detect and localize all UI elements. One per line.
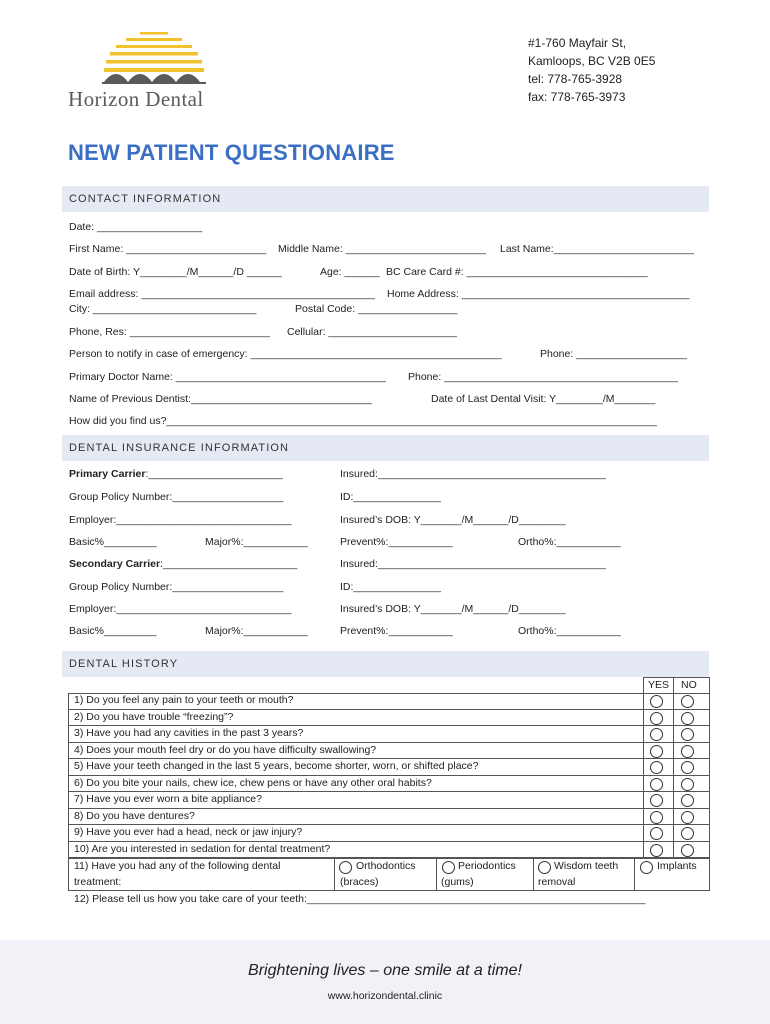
insured-dob-field[interactable]: Insured’s DOB: Y_______/M______/D________ [340,603,566,615]
secondary-carrier-blank: :_______________________ [160,558,298,570]
no-radio[interactable] [681,811,694,824]
option-label: removal [538,876,576,888]
divider [634,858,635,891]
implants-radio[interactable] [640,861,653,874]
primary-carrier-field[interactable] [69,468,283,480]
slogan: Brightening lives – one smile at a time! [248,962,522,979]
secondary-carrier-label: Secondary Carrier [69,558,161,570]
question-row [68,776,710,793]
option-label: (braces) [340,876,379,888]
prevent-percent-field[interactable]: Prevent%:___________ [340,625,453,637]
clinic-address [528,34,655,106]
orthodontics-radio[interactable] [339,861,352,874]
yes-radio[interactable] [650,728,663,741]
yes-radio[interactable] [650,827,663,840]
yes-radio[interactable] [650,844,663,857]
id-field[interactable]: ID:_______________ [340,491,442,503]
question-text: 10) Are you interested in sedation for dental treatment? [74,842,331,855]
address-line: #1-760 Mayfair St, [528,36,627,50]
question-row [68,842,710,859]
question-row [68,726,710,743]
question-text: 6) Do you bite your nails, chew ice, chew pens or have any other oral habits? [74,776,432,789]
employer-field[interactable]: Employer:______________________________ [69,514,292,526]
doctor-phone-field[interactable]: Phone: ________________________________________ [408,371,678,383]
id-field[interactable]: ID:_______________ [340,581,442,593]
email-field[interactable]: Email address: ________________________________________ [69,288,375,300]
bc-care-card-field[interactable]: BC Care Card #: _______________________________ [386,266,648,278]
option-label: Periodontics [458,860,516,872]
option-label: (gums) [441,876,474,888]
option-label: Wisdom teeth [554,860,619,872]
home-address-field[interactable]: Home Address: _______________________________________ [387,288,690,300]
fax-line: fax: 778-765-3973 [528,90,626,104]
age-field[interactable]: Age: ______ [320,266,380,278]
date-field[interactable]: Date: __________________ [69,221,203,233]
page-title: NEW PATIENT QUESTIONAIRE [68,140,395,165]
no-radio[interactable] [681,728,694,741]
major-percent-field[interactable]: Major%:___________ [205,625,308,637]
section-title: DENTAL HISTORY [69,658,179,670]
major-percent-field[interactable]: Major%:___________ [205,536,308,548]
phone-res-field[interactable]: Phone, Res: ________________________ [69,326,270,338]
yes-radio[interactable] [650,811,663,824]
primary-doctor-field[interactable]: Primary Doctor Name: ____________________________________ [69,371,386,383]
question-text: treatment: [74,876,122,888]
section-title: DENTAL INSURANCE INFORMATION [69,442,290,454]
question-text: 5) Have your teeth changed in the last 5 years, become shorter, worn, or shifted place? [74,760,479,772]
question-row [68,759,710,776]
insured-dob-field[interactable]: Insured’s DOB: Y_______/M______/D________ [340,514,566,526]
divider [436,858,437,891]
basic-percent-field[interactable]: Basic%_________ [69,536,157,548]
prevent-percent-field[interactable]: Prevent%:___________ [340,536,453,548]
no-radio[interactable] [681,712,694,725]
postal-code-field[interactable]: Postal Code: _________________ [295,303,458,315]
last-name-field[interactable]: Last Name:________________________ [500,243,694,255]
question-text: 8) Do you have dentures? [74,809,195,822]
no-header: NO [681,679,697,691]
question-row [68,792,710,809]
find-us-field[interactable]: How did you find us?____________________________________________________________________________________ [69,415,657,427]
question-text: 11) Have you had any of the following dental [74,860,281,872]
website-link[interactable]: www.horizondental.clinic [327,990,443,1002]
logo-text: Horizon Dental [68,87,204,111]
history-section-header [62,651,709,677]
divider [673,693,674,858]
no-radio[interactable] [681,695,694,708]
question-row [68,809,710,826]
basic-percent-field[interactable]: Basic%_________ [69,625,157,637]
no-radio[interactable] [681,761,694,774]
phone-line: tel: 778-765-3928 [528,72,623,86]
footer [0,940,770,1024]
divider [533,858,534,891]
first-name-field[interactable]: First Name: ________________________ [69,243,267,255]
section-title: CONTACT INFORMATION [69,193,222,205]
question-row [68,710,710,727]
yes-radio[interactable] [650,778,663,791]
ortho-percent-field[interactable]: Ortho%:___________ [518,625,621,637]
emergency-contact-field[interactable]: Person to notify in case of emergency: ___________________________________________ [69,348,502,360]
teeth-care-field[interactable]: 12) Please tell us how you take care of your teeth:__________________________________________________________ [74,893,646,905]
divider [673,677,674,693]
yes-radio[interactable] [650,695,663,708]
question-text: 7) Have you ever worn a bite appliance? [74,793,262,805]
question-row [68,825,710,842]
no-radio[interactable] [681,844,694,857]
question-row [68,693,710,710]
emergency-phone-field[interactable]: Phone: ___________________ [540,348,688,360]
option-label: Implants [657,860,697,872]
no-radio[interactable] [681,794,694,807]
secondary-carrier-field[interactable] [69,558,297,570]
yes-radio[interactable] [650,745,663,758]
yes-header: YES [648,679,670,691]
yes-radio[interactable] [650,761,663,774]
dob-field[interactable]: Date of Birth: Y________/M______/D ______ [69,266,282,278]
periodontics-radio[interactable] [442,861,455,874]
question-text: 1) Do you feel any pain to your teeth or mouth? [74,694,294,706]
divider [643,693,644,858]
question-text: 9) Have you ever had a head, neck or jaw injury? [74,826,303,838]
primary-carrier-blank: :_______________________ [145,468,283,480]
insured-field[interactable]: Insured:_______________________________________ [340,558,606,570]
primary-carrier-label: Primary Carrier [69,468,146,480]
no-radio[interactable] [681,745,694,758]
insured-field[interactable]: Insured:_______________________________________ [340,468,606,480]
no-radio[interactable] [681,827,694,840]
ortho-percent-field[interactable]: Ortho%:___________ [518,536,621,548]
question-text: 2) Do you have trouble “freezing”? [74,710,234,723]
contact-section-header [62,186,709,212]
employer-field[interactable]: Employer:______________________________ [69,603,292,615]
cellular-field[interactable]: Cellular: ______________________ [287,326,457,338]
previous-dentist-field[interactable]: Name of Previous Dentist:_______________________________ [69,393,372,405]
group-policy-field[interactable]: Group Policy Number:___________________ [69,581,284,593]
question-row [68,743,710,760]
middle-name-field[interactable]: Middle Name: ________________________ [278,243,486,255]
address-line: Kamloops, BC V2B 0E5 [528,54,656,68]
yes-radio[interactable] [650,794,663,807]
yes-radio[interactable] [650,712,663,725]
question-text: 3) Have you had any cavities in the past 3 years? [74,727,304,739]
option-label: Orthodontics [356,860,416,872]
group-policy-field[interactable]: Group Policy Number:___________________ [69,491,284,503]
city-field[interactable]: City: ____________________________ [69,303,257,315]
question-text: 4) Does your mouth feel dry or do you have difficulty swallowing? [74,743,377,756]
sunrise-logo-icon [98,30,210,86]
insurance-section-header [62,435,709,461]
no-radio[interactable] [681,778,694,791]
last-visit-field[interactable]: Date of Last Dental Visit: Y________/M_______ [431,393,656,405]
divider [334,858,335,891]
wisdom-teeth-radio[interactable] [538,861,551,874]
horizon-dental-logo [64,30,244,114]
